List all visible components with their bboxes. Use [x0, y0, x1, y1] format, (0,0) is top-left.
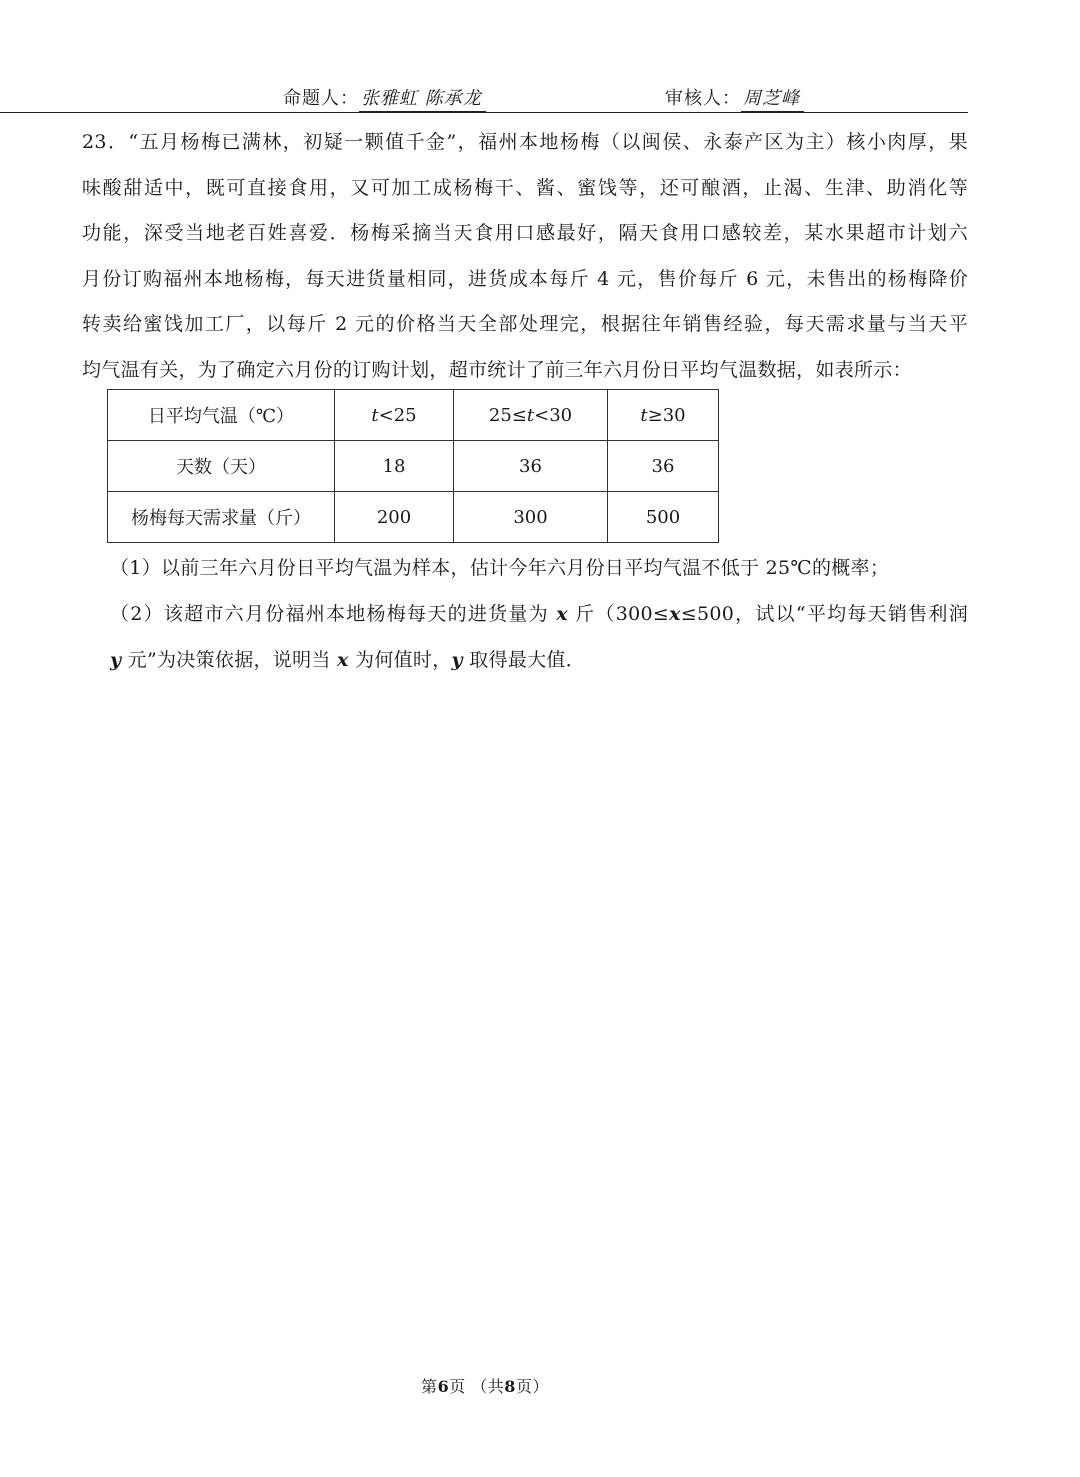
range-cell-2: 25≤t<30 [454, 390, 608, 441]
days-cell-2: 36 [454, 441, 608, 492]
table-row-temperature [108, 390, 719, 441]
sub-question-2 [110, 591, 968, 683]
question-line-4: 月份订购福州本地杨梅，每天进货量相同，进货成本每斤 4 元，售价每斤 6 元，未售出的杨梅降价 [82, 267, 968, 290]
demand-cell-3: 500 [608, 492, 719, 543]
author-info [283, 84, 486, 112]
days-cell-1: 18 [335, 441, 454, 492]
range-cell-1: t<25 [335, 390, 454, 441]
demand-cell-2: 300 [454, 492, 608, 543]
row-header-temperature: 日平均气温（℃） [108, 390, 335, 441]
question-line-5: 转卖给蜜饯加工厂，以每斤 2 元的价格当天全部处理完，根据往年销售经验，每天需求量与当天平 [82, 313, 968, 336]
page-header [0, 80, 968, 113]
question-line-1: 23．“五月杨梅已满林，初疑一颗值千金”，福州本地杨梅（以闽侯、永泰产区为主）核小肉厚，果 [82, 131, 968, 153]
range-cell-3: t≥30 [608, 390, 719, 441]
total-pages: 8 [504, 1377, 516, 1396]
table-row-days [108, 441, 719, 492]
question-23 [82, 120, 968, 394]
page-number: 6 [437, 1377, 450, 1396]
temperature-demand-table [107, 389, 719, 543]
question-line-2: 味酸甜适中，既可直接食用，又可加工成杨梅干、酱、蜜饯等，还可酿酒，止渴、生津、助消化等 [82, 176, 968, 199]
question-line-6: 均气温有关，为了确定六月份的订购计划，超市统计了前三年六月份日平均气温数据，如表所示： [82, 358, 912, 381]
reviewer-name: 周芝峰 [741, 84, 804, 112]
table-row-demand [108, 492, 719, 543]
author-names: 张雅虹 陈承龙 [359, 84, 486, 112]
reviewer-label: 审核人： [665, 88, 741, 109]
row-header-days: 天数（天） [108, 441, 335, 492]
question-line-3: 功能，深受当地老百姓喜爱．杨梅采摘当天食用口感最好，隔天食用口感较差，某水果超市计划六 [82, 222, 968, 245]
sub-question-1: （1）以前三年六月份日平均气温为样本，估计今年六月份日平均气温不低于 25℃的概率； [110, 557, 890, 579]
days-cell-3: 36 [608, 441, 719, 492]
question-number: 23 [82, 131, 107, 153]
page-footer: 第6页 （共8页） [421, 1377, 549, 1396]
demand-cell-1: 200 [335, 492, 454, 543]
row-header-demand: 杨梅每天需求量（斤） [108, 492, 335, 543]
sub-question-2-line-1: （2）该超市六月份福州本地杨梅每天的进货量为 x 斤（300≤x≤500，试以“平均每天销售利润 [110, 603, 968, 625]
sub-question-2-line-2: y 元”为决策依据，说明当 x 为何值时，y 取得最大值． [110, 649, 586, 671]
reviewer-info [665, 84, 804, 112]
author-label: 命题人： [283, 88, 359, 109]
